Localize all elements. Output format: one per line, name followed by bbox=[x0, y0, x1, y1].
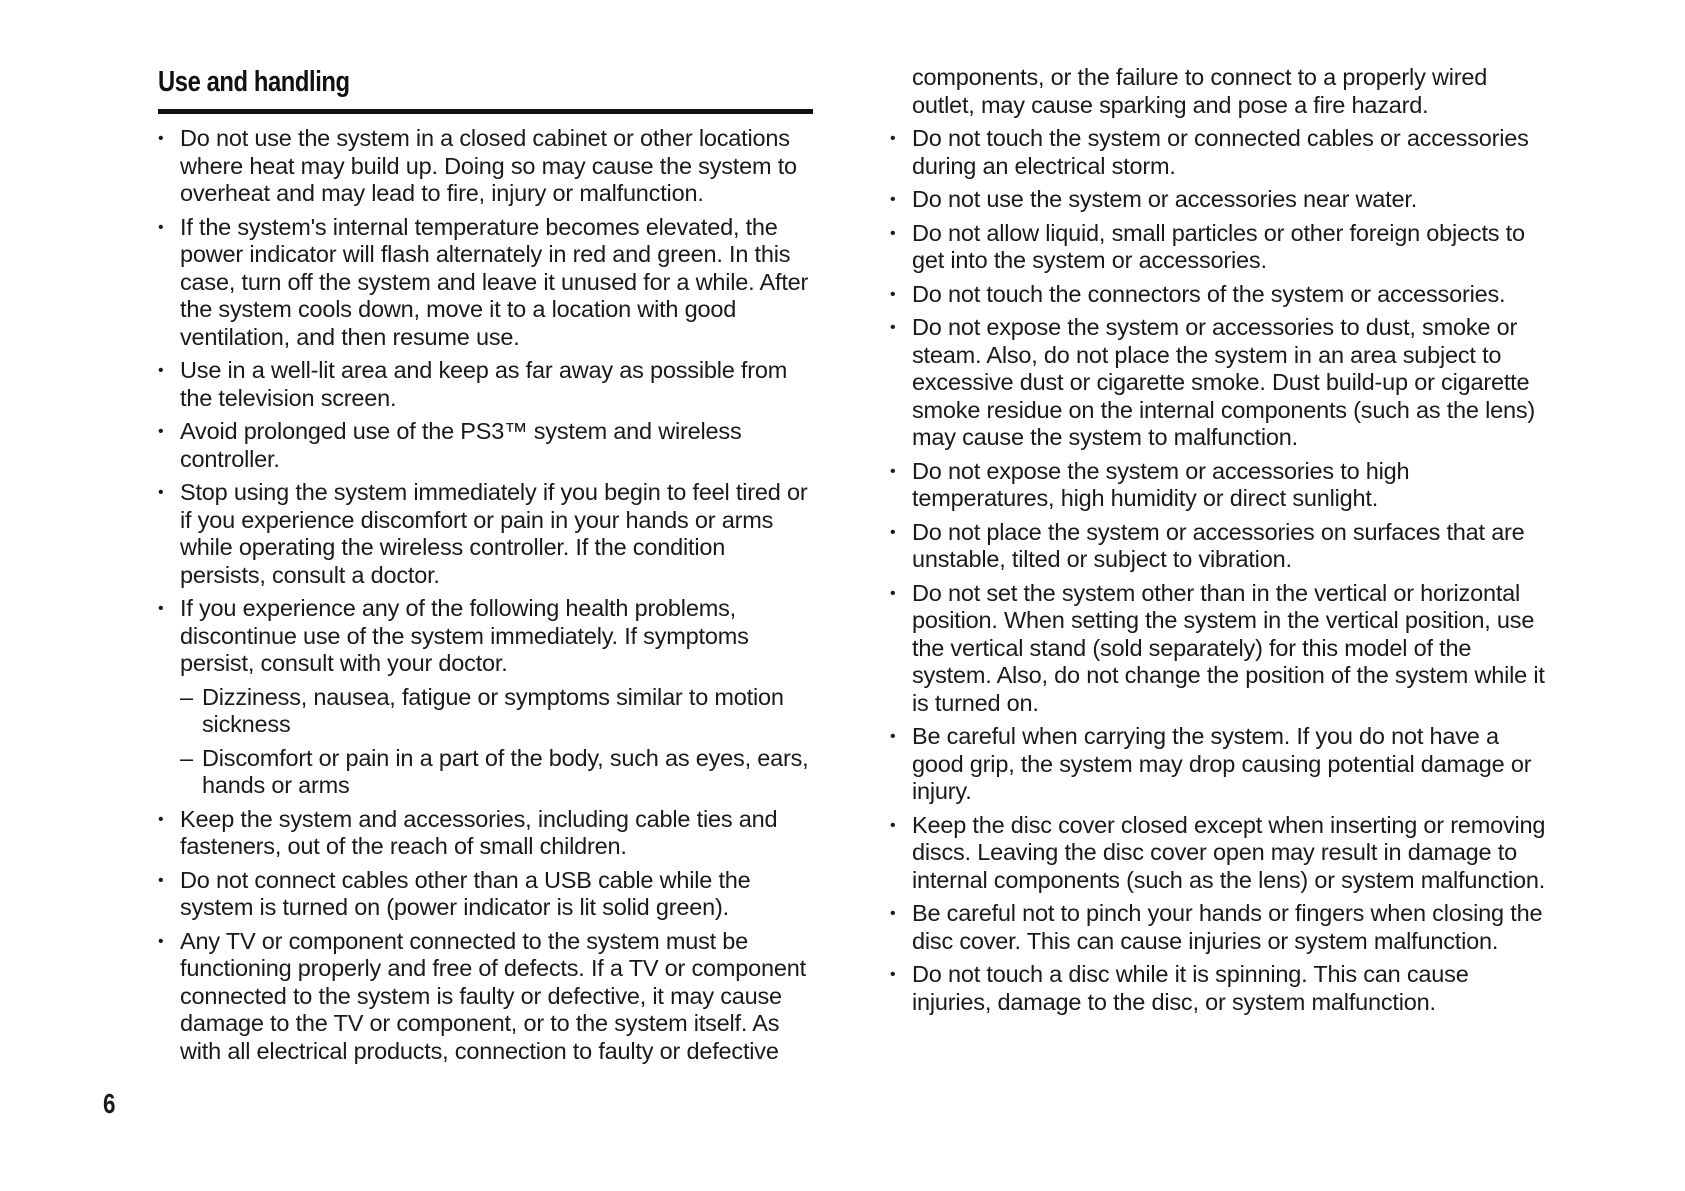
bullet-icon: • bbox=[158, 600, 164, 617]
bullet-icon: • bbox=[890, 462, 896, 480]
list-item-text: Be careful when carrying the system. If you do not have a good grip, the system may drop causing potential damage or injury. bbox=[912, 723, 1532, 804]
list-item bbox=[890, 812, 1550, 895]
list-item-text: Do not touch a disc while it is spinning. This can cause injuries, damage to the disc, or system malfunction. bbox=[912, 961, 1469, 1015]
right-bullet-list bbox=[890, 125, 1550, 1016]
list-item bbox=[890, 580, 1550, 718]
right-column bbox=[890, 64, 1550, 1022]
list-item bbox=[890, 125, 1550, 180]
list-item-text: Do not use the system or accessories near water. bbox=[912, 186, 1418, 212]
bullet-icon: • bbox=[890, 319, 896, 336]
bullet-icon: • bbox=[890, 905, 896, 922]
list-item-text: Do not set the system other than in the vertical or horizontal position. When setting the system in the vertical position, use the vertical stand (sold separately) for this model of the system. Also, do not change the position of the system while it is turned on. bbox=[912, 579, 1545, 716]
list-item-text: Keep the disc cover closed except when inserting or removing discs. Leaving the disc cover open may result in damage to internal components (such as the lens) or system malfunction. bbox=[912, 811, 1546, 893]
list-item bbox=[890, 900, 1550, 955]
bullet-icon: • bbox=[158, 423, 164, 440]
bullet-icon: • bbox=[158, 484, 164, 501]
bullet-icon: • bbox=[890, 130, 896, 147]
list-item bbox=[890, 186, 1550, 214]
list-item bbox=[158, 357, 813, 412]
list-item-text: Do not allow liquid, small particles or other foreign objects to get into the system or accessories. bbox=[912, 219, 1525, 273]
list-item-text: Keep the system and accessories, including cable ties and fasteners, out of the reach of small children. bbox=[180, 805, 778, 859]
list-item bbox=[890, 458, 1550, 513]
list-item bbox=[890, 220, 1550, 275]
bullet-icon: • bbox=[890, 191, 896, 208]
bullet-icon: • bbox=[890, 224, 896, 242]
list-item-text: Do not expose the system or accessories to high temperatures, high humidity or direct sunlight. bbox=[912, 457, 1410, 511]
continued-paragraph: components, or the failure to connect to a properly wired outlet, may cause sparking and pose a fire hazard. bbox=[912, 64, 1488, 118]
list-item bbox=[158, 867, 813, 922]
bullet-icon: • bbox=[890, 816, 896, 834]
sub-list-item bbox=[180, 684, 813, 739]
list-item bbox=[158, 479, 813, 589]
list-item bbox=[158, 214, 813, 352]
list-item-text: Do not connect cables other than a USB cable while the system is turned on (power indicator is lit solid green). bbox=[180, 866, 751, 920]
list-item-text: Be careful not to pinch your hands or fingers when closing the disc cover. This can cause injuries or system malfunction. bbox=[912, 900, 1543, 954]
list-item-text: Do not touch the system or connected cables or accessories during an electrical storm. bbox=[912, 125, 1529, 179]
list-item bbox=[890, 961, 1550, 1016]
dash-icon: – bbox=[180, 744, 193, 771]
bullet-icon: • bbox=[158, 218, 164, 236]
list-item-text: If you experience any of the following health problems, discontinue use of the system immediately. If symptoms persist, consult with your doctor. bbox=[180, 595, 749, 676]
list-item bbox=[158, 418, 813, 473]
sub-list-item-text: Discomfort or pain in a part of the body, such as eyes, ears, hands or arms bbox=[202, 744, 809, 798]
list-item-text: Do not place the system or accessories on surfaces that are unstable, tilted or subject to vibration. bbox=[912, 518, 1525, 572]
bullet-icon: • bbox=[158, 932, 164, 950]
bullet-icon: • bbox=[890, 966, 896, 983]
bullet-icon: • bbox=[158, 362, 164, 379]
bullet-icon: • bbox=[890, 523, 896, 541]
list-item bbox=[158, 595, 813, 800]
list-item bbox=[158, 125, 813, 208]
list-item bbox=[890, 314, 1550, 452]
sub-list-item-text: Dizziness, nausea, fatigue or symptoms similar to motion sickness bbox=[202, 683, 784, 737]
left-bullet-list bbox=[158, 125, 813, 1065]
bullet-icon: • bbox=[890, 584, 896, 602]
left-column bbox=[158, 125, 813, 1071]
section-title: Use and handling bbox=[158, 66, 350, 98]
list-item bbox=[890, 519, 1550, 574]
sub-list-item bbox=[180, 745, 813, 800]
bullet-icon: • bbox=[890, 285, 896, 303]
bullet-icon: • bbox=[158, 871, 164, 889]
bullet-icon: • bbox=[890, 728, 896, 745]
list-item bbox=[158, 928, 813, 1066]
title-rule bbox=[158, 109, 813, 114]
list-item-text: If the system's internal temperature becomes elevated, the power indicator will flash alternately in red and green. In this case, turn off the system and leave it unused for a while. After the system cools down, move it to a location with good ventilation, and then resume use. bbox=[180, 213, 809, 350]
list-item-text: Avoid prolonged use of the PS3™ system and wireless controller. bbox=[180, 418, 742, 472]
list-item bbox=[158, 806, 813, 861]
list-item-text: Do not use the system in a closed cabinet or other locations where heat may build up. Doing so may cause the system to overheat and may lead to fire, injury or malfunction. bbox=[180, 125, 797, 206]
list-item-text: Do not expose the system or accessories to dust, smoke or steam. Also, do not place the system in an area subject to excessive dust or cigarette smoke. Dust build-up or cigarette smoke residue on the internal components (such as the lens) may cause the system to malfunction. bbox=[912, 314, 1536, 450]
list-item-text: Stop using the system immediately if you begin to feel tired or if you experience discomfort or pain in your hands or arms while operating the wireless controller. If the condition persists, consult a doctor. bbox=[180, 479, 808, 588]
bullet-icon: • bbox=[158, 130, 164, 147]
list-item bbox=[890, 723, 1550, 806]
bullet-icon: • bbox=[158, 810, 164, 828]
list-item bbox=[890, 281, 1550, 309]
list-item-text: Use in a well-lit area and keep as far away as possible from the television screen. bbox=[180, 357, 788, 411]
sub-list bbox=[180, 684, 813, 800]
list-item-text: Do not touch the connectors of the system or accessories. bbox=[912, 280, 1506, 307]
page-number: 6 bbox=[103, 1088, 116, 1119]
dash-icon: – bbox=[180, 683, 193, 710]
list-item-text: Any TV or component connected to the system must be functioning properly and free of defects. If a TV or component connected to the system is faulty or defective, it may cause damage to the TV or component, or to the system itself. As with all electrical products, connection to faulty or defective bbox=[180, 927, 806, 1064]
